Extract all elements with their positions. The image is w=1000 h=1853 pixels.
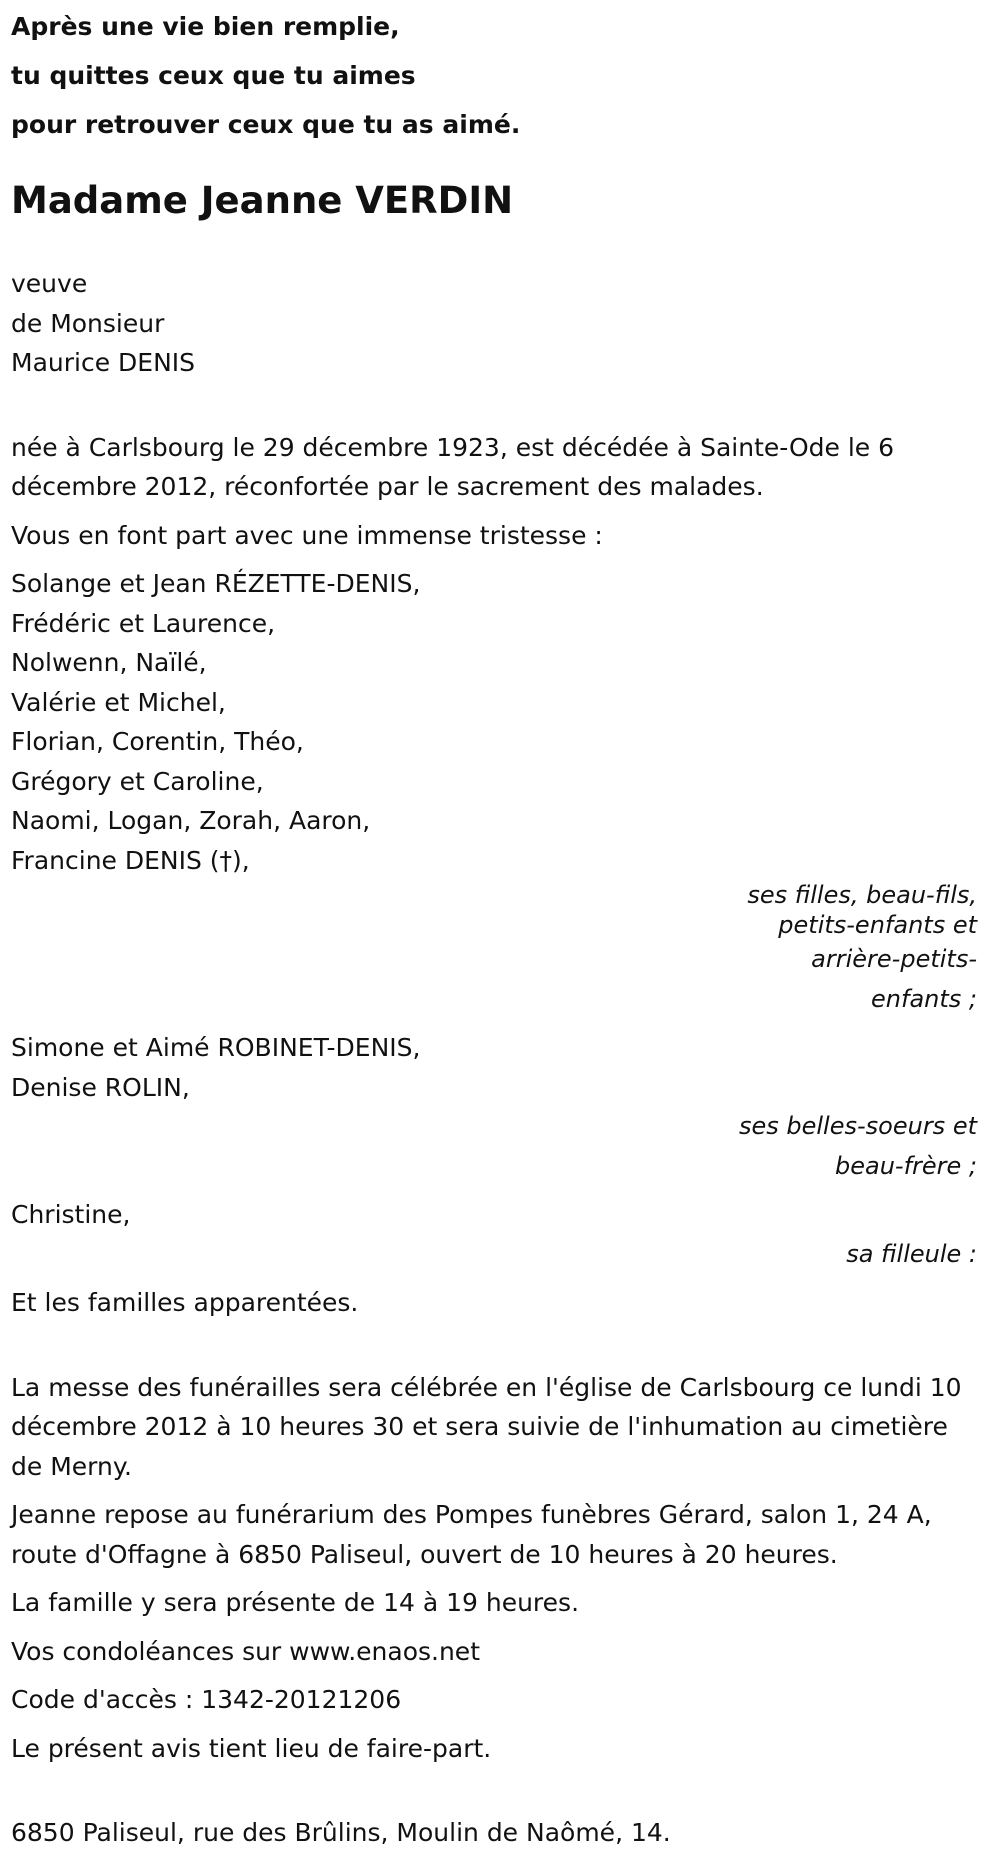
epigraph-line: pour retrouver ceux que tu as aimé. — [11, 110, 521, 139]
family-name-line: Solange et Jean RÉZETTE-DENIS, — [11, 569, 421, 598]
widow-of — [11, 264, 989, 383]
address-text: 6850 Paliseul, rue des Brûlins, Moulin de Naômé, 14. — [11, 1818, 671, 1847]
widow-line: veuve — [11, 269, 88, 298]
family-name-line: Nolwenn, Naïlé, — [11, 648, 207, 677]
relation-label: ses belles-soeurs et — [738, 1112, 977, 1140]
family-name-line: Christine, — [11, 1200, 131, 1229]
widow-line: de Monsieur — [11, 308, 165, 338]
family-name-line: Francine DENIS (†), — [11, 845, 250, 875]
related-families-text: Et les familles apparentées. — [11, 1288, 359, 1317]
relation-label: arrière-petits- — [811, 945, 977, 973]
family-name-line: Florian, Corentin, Théo, — [11, 727, 304, 756]
family-name-line: Naomi, Logan, Zorah, Aaron, — [11, 806, 371, 835]
family-name-line: Denise ROLIN, — [11, 1072, 190, 1102]
notice-text: Le présent avis tient lieu de faire-part. — [11, 1733, 492, 1763]
family-group-in-laws — [11, 1028, 989, 1186]
epigraph — [11, 2, 989, 149]
funerarium-paragraph: Jeanne repose au funérarium des Pompes funèbres Gérard, salon 1, 24 A, route d'Offagne à 6850 Paliseul, ouvert de 10 heures à 20 heures. — [11, 1500, 932, 1569]
relation-label: beau-frère ; — [834, 1151, 977, 1180]
relation-label: enfants ; — [871, 984, 977, 1013]
relation-label: sa filleule : — [846, 1239, 977, 1268]
announcement-text: Vous en font part avec une immense tristesse : — [11, 520, 603, 550]
family-name-line: Grégory et Caroline, — [11, 766, 264, 796]
family-presence-text: La famille y sera présente de 14 à 19 heures. — [11, 1588, 580, 1617]
widow-line: Maurice DENIS — [11, 348, 196, 377]
funeral-mass-paragraph: La messe des funérailles sera célébrée en l'église de Carlsbourg ce lundi 10 décembre 2012 à 10 heures 30 et sera suivie de l'inhumation au cimetière de Merny. — [11, 1372, 962, 1481]
access-code-text: Code d'accès : 1342-20121206 — [11, 1685, 402, 1714]
birth-death-paragraph: née à Carlsbourg le 29 décembre 1923, est décédée à Sainte-Ode le 6 décembre 2012, réconfortée par le sacrement des malades. — [11, 432, 895, 501]
family-group-goddaughter — [11, 1195, 989, 1274]
deceased-name: Madame Jeanne VERDIN — [11, 179, 514, 222]
epigraph-line: tu quittes ceux que tu aimes — [11, 61, 416, 90]
obituary-notice — [0, 2, 1000, 1847]
condolences-text: Vos condoléances sur www.enaos.net — [11, 1636, 480, 1666]
relation-label: ses filles, beau-fils, — [747, 881, 977, 909]
family-group-children — [11, 564, 989, 1019]
family-name-line: Simone et Aimé ROBINET-DENIS, — [11, 1033, 421, 1062]
epigraph-line: Après une vie bien remplie, — [11, 12, 400, 41]
family-name-line: Frédéric et Laurence, — [11, 608, 276, 638]
family-name-line: Valérie et Michel, — [11, 687, 226, 717]
relation-label: petits-enfants et — [778, 911, 977, 939]
